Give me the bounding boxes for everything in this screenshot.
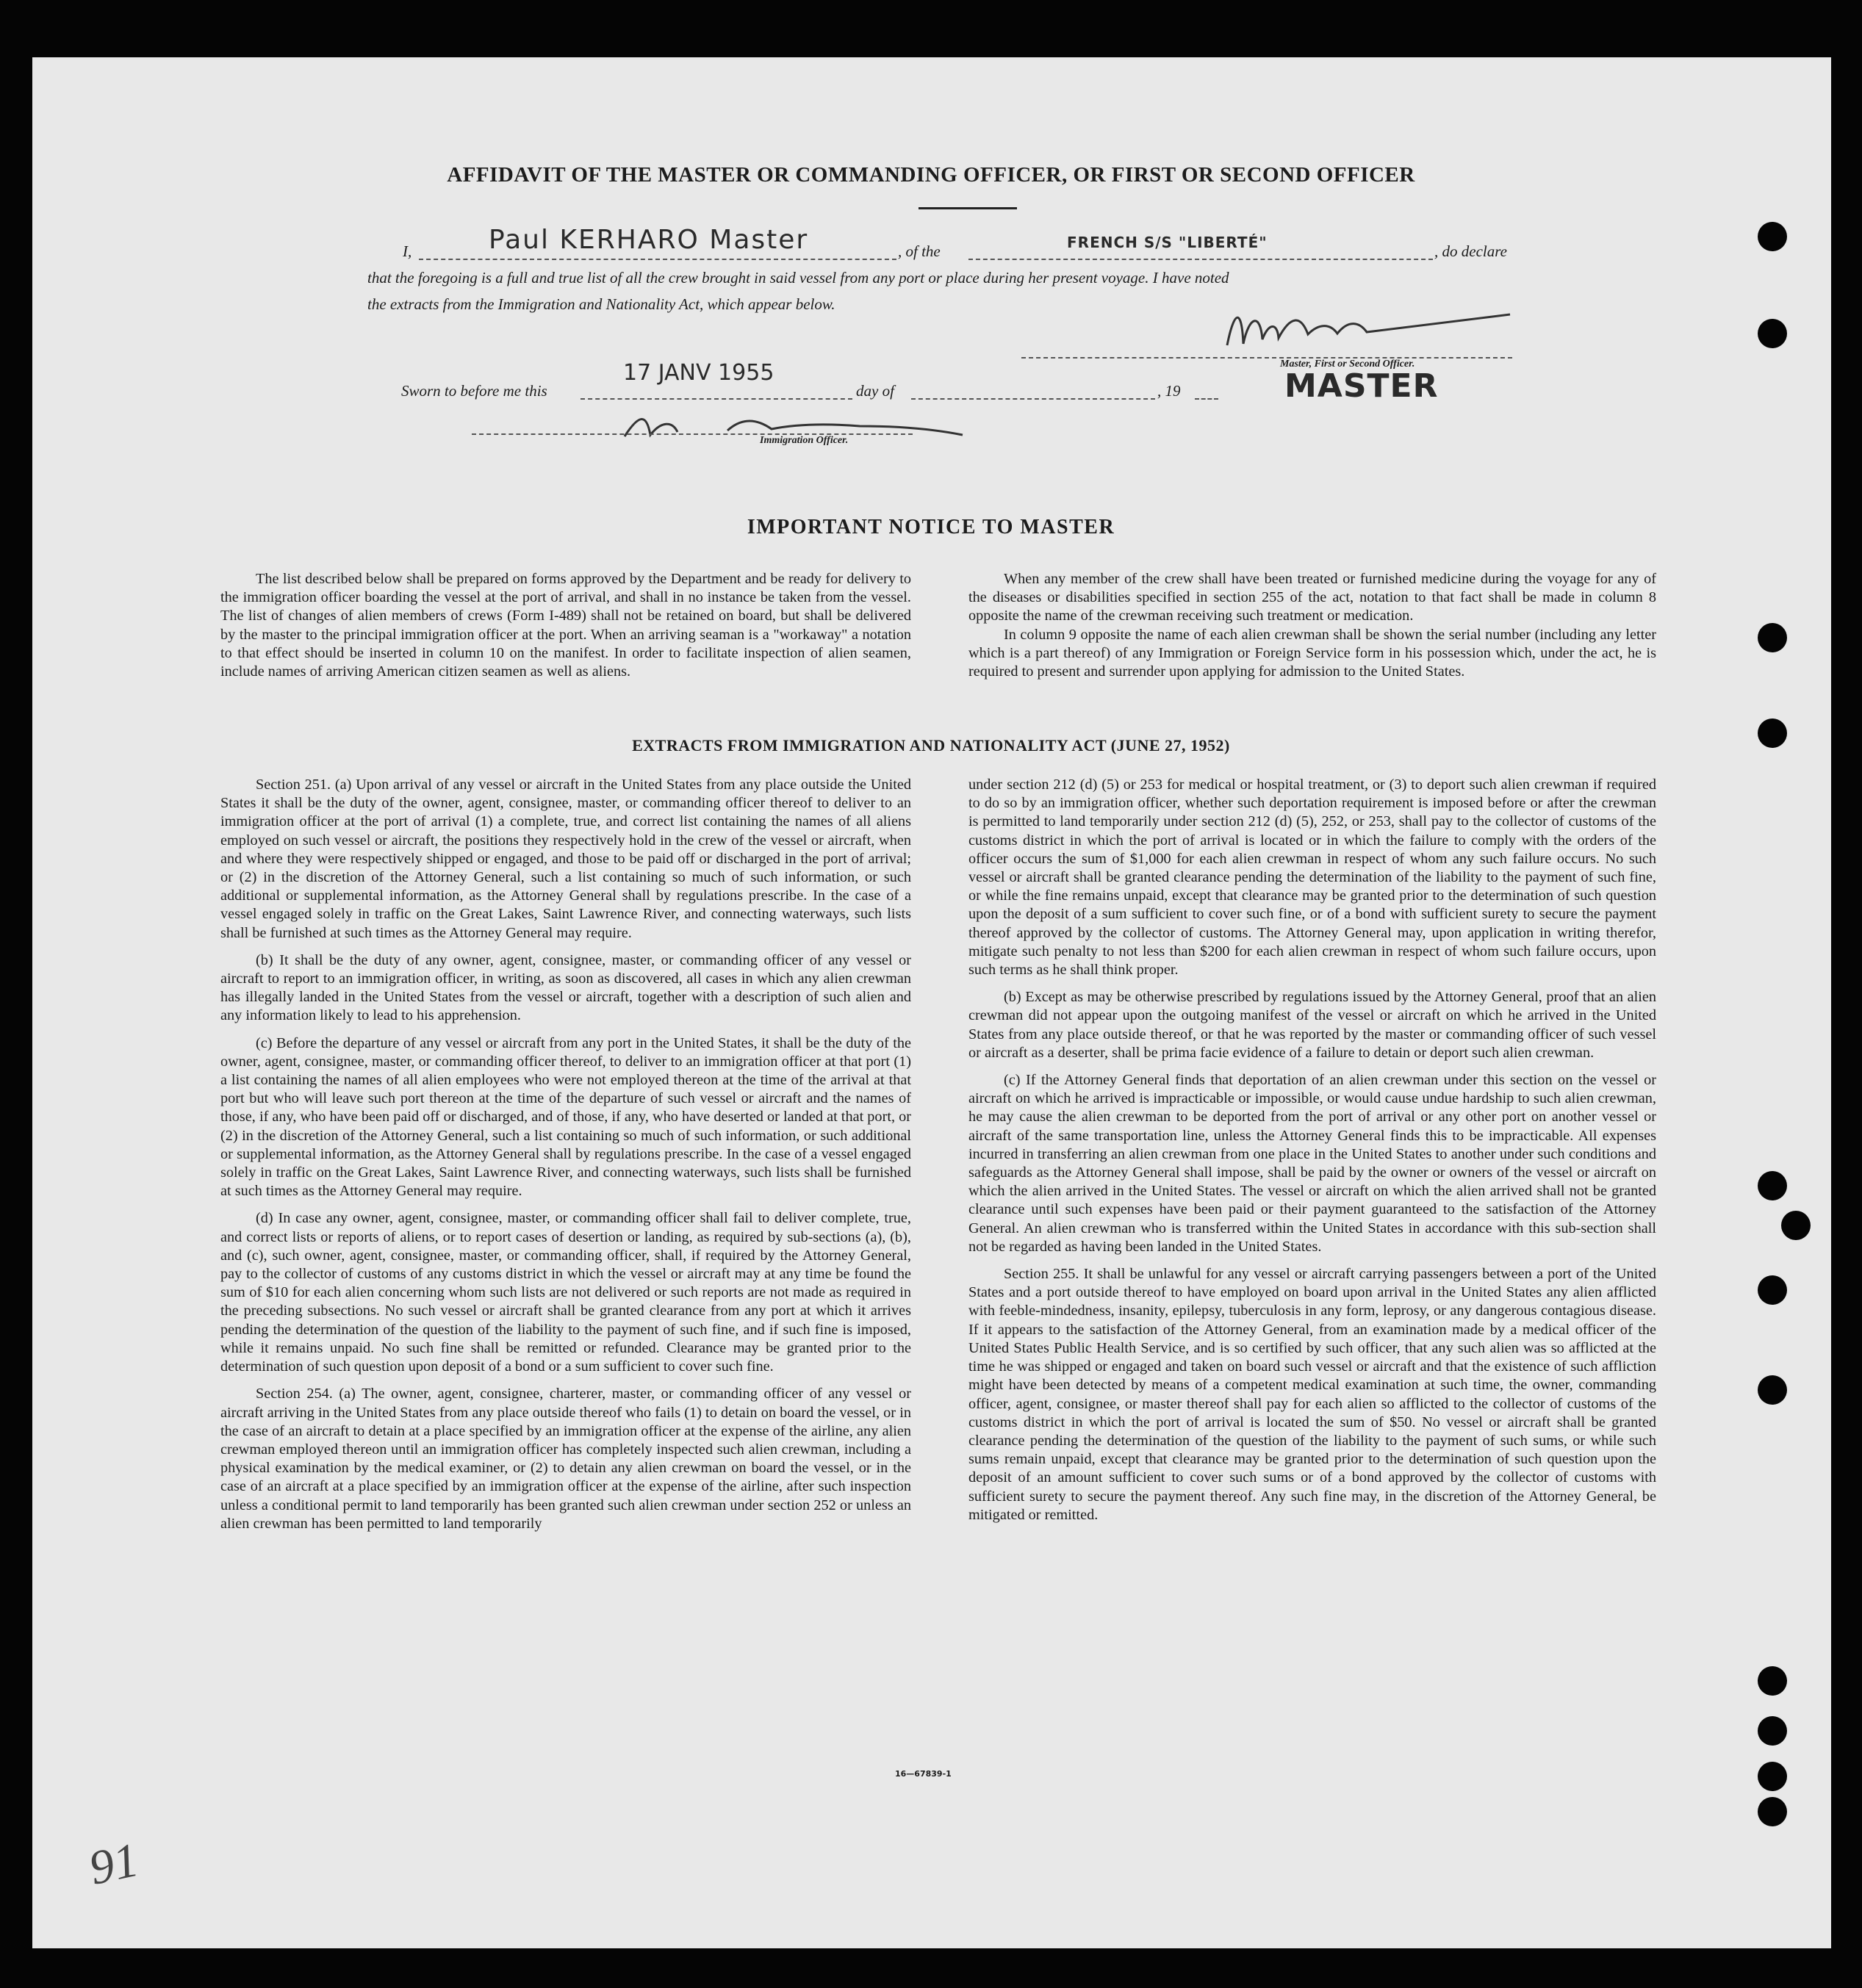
punch-hole	[1758, 1275, 1787, 1305]
declaration-line-1: that the foregoing is a full and true list of all the crew brought in said vessel from any port or place during her present voyage. I have noted	[367, 269, 1229, 287]
month-line	[911, 398, 1155, 400]
notice-right-column	[968, 570, 1656, 681]
page-mark: 91	[85, 1832, 143, 1896]
punch-hole	[1758, 222, 1787, 251]
i-label: I,	[403, 242, 412, 260]
extracts-left-column	[220, 776, 911, 1533]
master-signature	[1220, 301, 1521, 360]
officer-caption: Master, First or Second Officer.	[1280, 359, 1415, 370]
punch-hole	[1758, 1762, 1787, 1791]
section-251-c: (c) Before the departure of any vessel or aircraft from any port in the United States, it shall be the duty of the owner, agent, consignee, master, or commanding officer thereof, to deliver to an immigration officer at that port (1) a list containing the names of all alien employees who were not employed thereon at the time of the arrival at that port but who will leave such port thereon at the time of the departure of such vessel or aircraft and the names of those, if any, who have been paid off or discharged, and of those, if any, who have deserted or landed at that port, or (2) in the discretion of the Attorney General, such a list containing so much of such information, or such additional or supplemental information, as the Attorney General shall by regulations prescribe. In the case of a vessel engaged solely in traffic on the Great Lakes, Saint Lawrence River, and connecting waterways, such lists shall be furnished at such times as the Attorney General may require.	[220, 1034, 911, 1200]
name-line	[419, 259, 896, 260]
section-254-b: (b) Except as may be otherwise prescribed by regulations issued by the Attorney General, proof that an alien crewman did not appear upon the outgoing manifest of the vessel or aircraft on which he arrived in the United States from any place outside thereof, or that he was reported by the master or commanding officer of such vessel or aircraft as a deserter, shall be prima facie evidence of a failure to detain or deport such alien crewman.	[968, 989, 1656, 1061]
punch-hole	[1758, 1797, 1787, 1826]
officer-signature-line	[1021, 357, 1512, 359]
year-label: , 19	[1157, 382, 1181, 400]
year-line	[1195, 398, 1218, 400]
punch-hole	[1758, 1171, 1787, 1200]
sworn-date-stamp: 17 JANV 1955	[623, 360, 774, 386]
section-251-d: (d) In case any owner, agent, consignee, master, or commanding officer shall fail to deliver complete, true, and correct lists or reports of aliens, or to report cases of desertion or landing, as required by sub-sections (a), (b), and (c), such owner, agent, consignee, master, or commanding officer, shall, if required by the Attorney General, pay to the collector of customs of any customs district in which the vessel or aircraft may at any time be found the sum of $10 for each alien concerning whom such lists are not delivered or such reports are not made as required in the preceding subsections. No such vessel or aircraft shall be granted clearance from any port at which it arrives pending the determination of the question of the liability to the payment of such fine, and if such fine is imposed, while it remains unpaid. No such fine shall be remitted or refunded. Clearance may be granted prior to the determination of such question upon deposit of a bond or a sum sufficient to cover such fine.	[220, 1210, 911, 1375]
section-255: Section 255. It shall be unlawful for any vessel or aircraft carrying passengers between a port of the United States and a port outside thereof to have employed on board upon arrival in the United States any alien afflicted with feeble-mindedness, insanity, epilepsy, tuberculosis in any form, leprosy, or any dangerous contagious disease. If it appears to the satisfaction of the Attorney General, from an examination made by a medical officer of the United States Public Health Service, and is so certified by such officer, that any such alien was so afflicted at the time he was shipped or engaged and taken on board such vessel or aircraft and that the existence of such affliction might have been detected by means of a competent medical examination at such time, the owner, commanding officer, agent, consignee, or master thereof shall pay for each alien so afflicted to the collector of customs of the customs district in which the port of arrival is located the sum of $50. No vessel or aircraft shall be granted clearance pending the determination of the question of the liability to the payment of such sums, or while such sums remain unpaid, except that clearance may be granted prior to the determination of such question upon the deposit of an amount sufficient to cover such sums or of a bond approved by the collector of customs with sufficient surety to secure the payment thereof. Any such fine may, in the discretion of the Attorney General, be mitigated or remitted.	[968, 1266, 1656, 1523]
vessel-line	[968, 259, 1433, 260]
notice-left-column	[220, 570, 911, 681]
immigration-officer-caption: Immigration Officer.	[760, 435, 849, 446]
extracts-title: EXTRACTS FROM IMMIGRATION AND NATIONALITY ACT (JUNE 27, 1952)	[632, 736, 1230, 754]
notice-left-paragraph: The list described below shall be prepared on forms approved by the Department and be ready for delivery to the immigration officer boarding the vessel at the port of arrival, and shall in no instance be taken from the vessel. The list of changes of alien members of crews (Form I-489) shall not be retained on board, but shall be delivered by the master to the principal immigration officer at the port. When an arriving seaman is a "workaway" a notation to that effect should be inserted in column 10 on the manifest. In order to facilitate inspection of alien seamen, include names of arriving American citizen seamen as well as aliens.	[220, 571, 911, 680]
section-251-b: (b) It shall be the duty of any owner, agent, consignee, master, or commanding officer of any vessel or aircraft to report to an immigration officer, in writing, as soon as discovered, all cases in which any alien crewman has illegally landed in the United States from the vessel or aircraft, together with a description of such alien and any information likely to lead to his apprehension.	[220, 951, 911, 1024]
punch-hole	[1758, 623, 1787, 652]
punch-hole	[1758, 1375, 1787, 1405]
notice-right-paragraph-2: In column 9 opposite the name of each alien crewman shall be shown the serial number (including any letter which is a part thereof) of any Immigration or Foreign Service form in his possession which, under the act, he is required to present and surrender upon applying for admission to the United States.	[968, 626, 1656, 680]
master-name: Paul KERHARO Master	[489, 225, 809, 255]
section-254-a: Section 254. (a) The owner, agent, consignee, charterer, master, or commanding officer of any vessel or aircraft arriving in the United States from any place outside thereof who fails (1) to detain on board the vessel, or in the case of an aircraft to detain at a place specified by an immigration officer at the expense of the airline, any alien crewman employed thereon until an immigration officer has completely inspected such alien crewman, including a physical examination by the medical examiner, or (2) to detain any alien crewman on board the vessel, or in the case of an aircraft at a place specified by an immigration officer at the expense of the airline, after such inspection unless a conditional permit to land temporarily has been granted such alien crewman under section 252 or unless an alien crewman has been permitted to land temporarily	[220, 1386, 911, 1532]
section-254-c: (c) If the Attorney General finds that deportation of an alien crewman under this section on the vessel or aircraft on which he arrived is impracticable or impossible, or would cause undue hardship to such alien crewman, he may cause the alien crewman to be deported from the port of arrival or any other port on another vessel or aircraft of the same transportation line, unless the Attorney General finds this to be impracticable. All expenses incurred in transferring an alien crewman from one place in the United States to another under such conditions and safeguards as the Attorney General shall impose, shall be paid by the owner or owners of the vessel or aircraft on which the alien arrived in the United States. The vessel or aircraft on which the alien arrived shall not be granted clearance until such expenses have been paid or their payment guaranteed to the satisfaction of the Attorney General. An alien crewman who is transferred within the United States in accordance with this sub-section shall not be regarded as having been landed in the United States.	[968, 1072, 1656, 1255]
punch-hole	[1781, 1211, 1811, 1240]
of-the-label: , of the	[898, 242, 941, 260]
section-251-a: Section 251. (a) Upon arrival of any vessel or aircraft in the United States from any place outside the United States it shall be the duty of the owner, agent, consignee, master, or commanding officer thereof to deliver to an immigration officer at the port of arrival (1) a complete, true, and correct list containing the names of all aliens employed on such vessel or aircraft, the positions they respectively hold in the crew of the vessel or aircraft, when and where they were respectively shipped or engaged, and those to be paid off or discharged in the port of arrival; or (2) in the discretion of the Attorney General, such a list containing so much of such information, or such additional or supplemental information, as the Attorney General shall by regulations prescribe. In the case of a vessel engaged solely in traffic on the Great Lakes, Saint Lawrence River, and connecting waterways, such lists shall be furnished at such times as the Attorney General may require.	[220, 777, 911, 941]
declare-label: , do declare	[1434, 242, 1507, 260]
title-divider	[919, 207, 1017, 209]
day-of-label: day of	[856, 382, 894, 400]
sworn-label: Sworn to before me this	[401, 382, 547, 400]
notice-right-paragraph-1: When any member of the crew shall have been treated or furnished medicine during the voyage for any of the diseases or disabilities specified in section 255 of the act, notation to that fact shall be made in column 8 opposite the name of the crewman receiving such treatment or medication.	[968, 571, 1656, 624]
affidavit-title: AFFIDAVIT OF THE MASTER OR COMMANDING OFFICER, OR FIRST OR SECOND OFFICER	[447, 163, 1415, 187]
form-code: 16—67839-1	[895, 1769, 952, 1779]
extracts-right-column	[968, 776, 1656, 1524]
sworn-date-line	[580, 398, 852, 400]
vessel-name: FRENCH S/S "LIBERTÉ"	[1067, 234, 1268, 251]
punch-hole	[1758, 719, 1787, 748]
declaration-line-2: the extracts from the Immigration and Nationality Act, which appear below.	[367, 295, 835, 313]
punch-hole	[1758, 319, 1787, 348]
punch-hole	[1758, 1666, 1787, 1696]
punch-hole	[1758, 1716, 1787, 1746]
officer-stamp: MASTER	[1284, 367, 1439, 405]
notice-title: IMPORTANT NOTICE TO MASTER	[747, 516, 1115, 539]
section-254-a-continued: under section 212 (d) (5) or 253 for medical or hospital treatment, or (3) to deport such alien crewman if required to do so by an immigration officer, whether such deportation requirement is imposed before or after the crewman is permitted to land temporarily under section 212 (d) (5), 252, or 253, shall pay to the collector of customs of the customs district in which the port of arrival is located or in which the failure to comply with the orders of the officer occurs the sum of $1,000 for each alien crewman in respect of whom any such failure occurs. No such vessel or aircraft shall be granted clearance pending the determination of the liability to the payment of such fine, or while the fine remains unpaid, except that clearance may be granted prior to the determination of such question upon the deposit of a sum sufficient to cover such fine, or of a bond with sufficient surety to secure the payment thereof approved by the collector of customs. The Attorney General may, upon application in writing therefor, mitigate such penalty to not less than $200 for each alien crewman in respect of whom such failure occurs, upon such terms as he shall think proper.	[968, 777, 1656, 979]
